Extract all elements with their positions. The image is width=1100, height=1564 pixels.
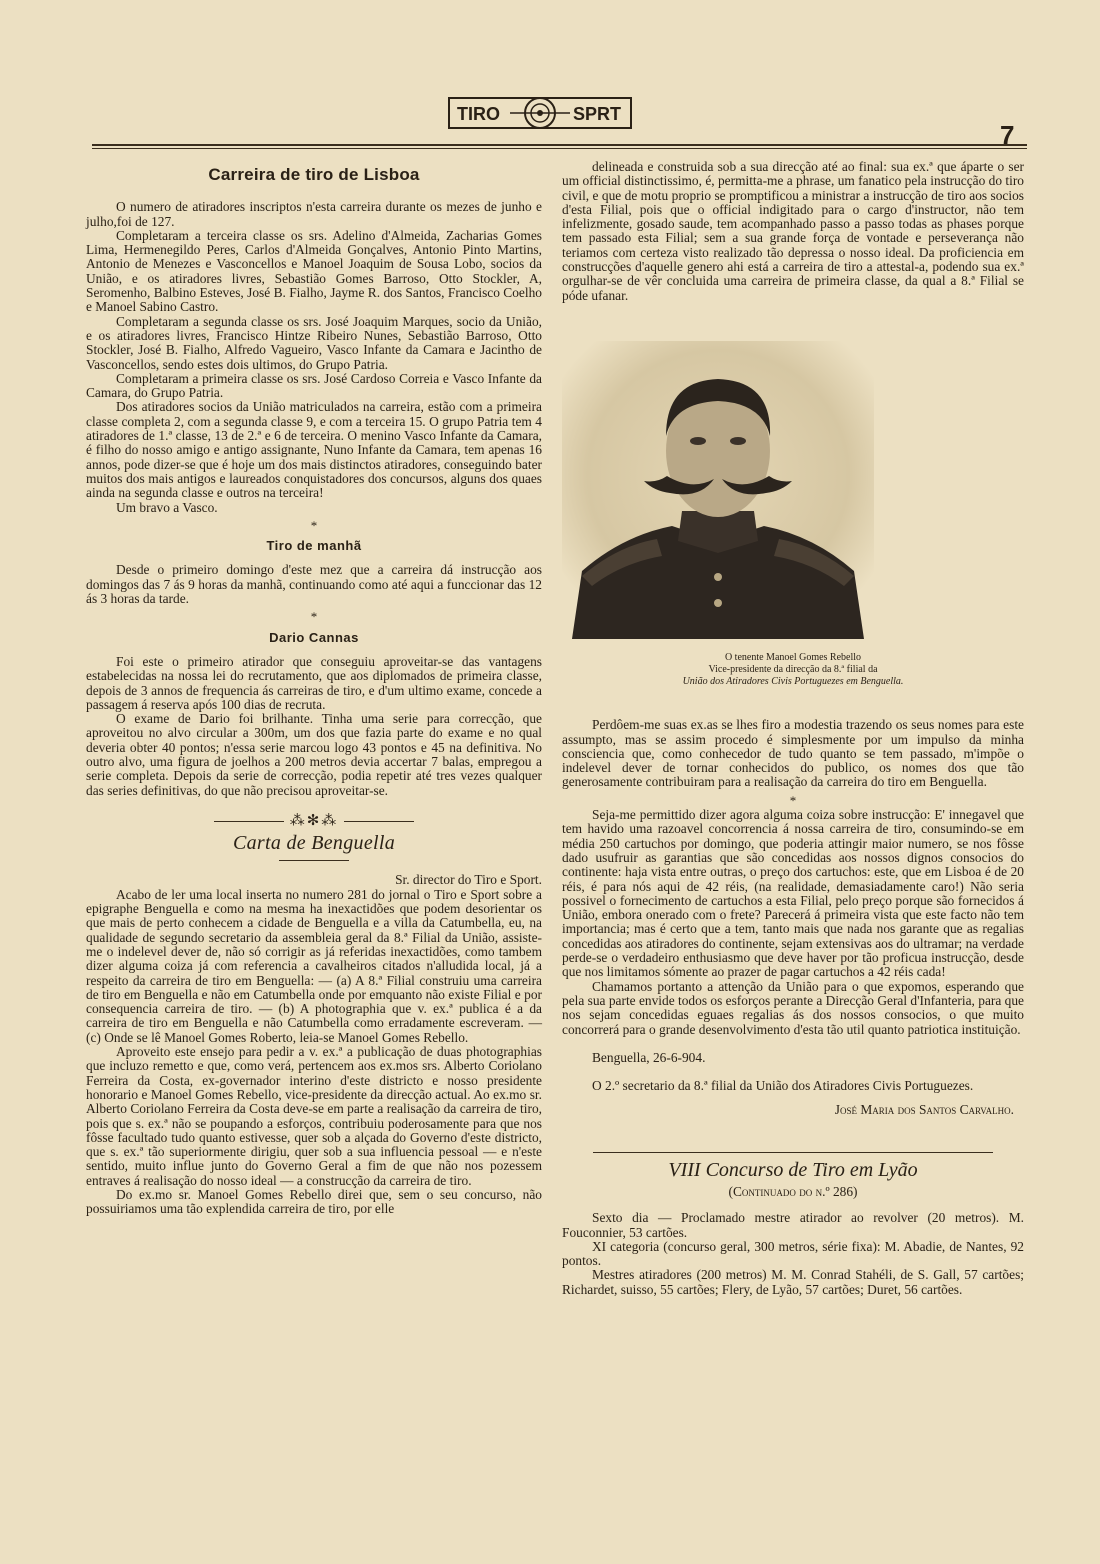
- masthead: [0, 80, 1100, 155]
- page-number: 7: [1000, 120, 1015, 150]
- short-rule: [279, 860, 349, 861]
- article-title-lyao: VIII Concurso de Tiro em Lyão: [668, 1158, 918, 1181]
- caption-line: União dos Atiradores Civis Portuguezes em Benguella.: [682, 676, 904, 688]
- paragraph: XI categoria (concurso geral, 300 metros, série fixa): M. Abadie, de Nantes, 92 pontos.: [562, 1238, 1024, 1269]
- section-asterisk: *: [310, 609, 318, 625]
- article-title-carreira: Carreira de tiro de Lisboa: [208, 165, 420, 184]
- paragraph: Chamamos portanto a attenção da União para o que expomos, esperando que pela sua parte envide todos os esforços perante a Direcção Geral d'Infanteria, para que nos sejam concedidas eguaes regalias ás dos nossos consocios, o que muito concorrerá para o grande desenvolvimento d'esta tão util quanto patriotica instituição.: [562, 978, 1024, 1037]
- paragraph: Seja-me permittido dizer agora alguma coiza sobre instrucção: E' innegavel que tem havido uma razoavel concorrencia á nossa carreira de tiro, consumindo-se em média 250 cartuchos por domingo, que poderia attingir maior numero, se nos fôsse dado usufruir as garantias que são concedidas aos nossos dignos consocios do continente: haja vista entre outras, o preço dos cartuchos: este, que em Lisboa é de 20 réis, é para nós aqui de 42 réis, (na realidade, demasiadamente caro!) Não seria possivel o fornecimento de cartuchos a esta Filial, pelo preço porque são fornecidos á União, embora onerado com o frete? Parecerá á primeira vista que este facto não tem importancia; mas é certo que a tem, tanto mais que nada nos garante que as regalias concedidas aos atiradores do continente, sejam extensivas aos do ultramar; na verdade perde-se o verdadeiro enthusiasmo que deve haver por tão proficua instrucção, desde que nos limitamos sómente ao prazer de pagar cartuchos a 42 réis cada!: [562, 807, 1024, 980]
- section-asterisk: *: [310, 517, 318, 533]
- paragraph: Perdôem-me suas ex.as se lhes firo a modestia trazendo os seus nomes para este assumpto, mas se assim procedo é simplesmente por um impulso da minha consciencia que, como conhecedor de tudo quanto se tem passado, m'impõe o indelevel dever de tornar conhecidos do publico, os nomes dos que tão generosamente contribuiram para a realisação da carreira do tiro em Benguella.: [562, 717, 1024, 790]
- paragraph: Sexto dia — Proclamado mestre atirador ao revolver (20 metros). M. Fouconnier, 53 cartões.: [562, 1210, 1024, 1240]
- section-rule: [593, 1152, 993, 1153]
- paragraph: Foi este o primeiro atirador que conseguiu aproveitar-se das vantagens estabelecidas na nossa lei do recrutamento, que aos diplomados de primeira classe, depois de 3 annos de frequencia ás carreiras de tiro, e d'um ultimo exame, concede a passagem á reserva após 100 dias de recruta.: [86, 653, 542, 712]
- place-date: Benguella, 26-6-904.: [592, 1049, 706, 1065]
- salutation: Sr. director do Tiro e Sport.: [395, 872, 542, 888]
- ornament-divider: [86, 814, 542, 828]
- paragraph: O exame de Dario foi brilhante. Tinha uma serie para correcção, que aproveitou no alvo circular a 300m, um dos que fazia parte do exame e no qual deveria obter 40 pontos; n'essa serie marcou logo 43 pontos e 45 na definitiva. No outro alvo, uma figura de joelhos a 200 metros devia accertar 7 balas, empregou a serie completa. Depois da serie de correcção, podia repetir até tres vezes qualquer das series definitivas, do que não precisou aproveitar-se.: [86, 711, 542, 798]
- section-asterisk: *: [789, 792, 797, 808]
- paragraph: O 2.º secretario da 8.ª filial da União dos Atiradores Civis Portuguezes.: [592, 1078, 974, 1094]
- subheading-tiro-de-manha: Tiro de manhã: [266, 538, 362, 554]
- subheading-dario-cannas: Dario Cannas: [269, 629, 359, 645]
- paragraph: Mestres atiradores (200 metros) M. M. Conrad Stahéli, de S. Gall, 57 cartões; Richardet, suisso, 55 cartões; Flery, de Lyão, 57 cartões; Duret, 56 cartões.: [562, 1267, 1024, 1297]
- left-column: [86, 160, 542, 1217]
- svg-text:SPRT: SPRT: [573, 104, 622, 124]
- paragraph: O numero de atiradores inscriptos n'esta carreira durante os mezes de junho e julho,foi de 127.: [86, 199, 542, 229]
- signature: José Maria dos Santos Carvalho.: [834, 1102, 1014, 1118]
- caption-line: O tenente Manoel Gomes Rebello: [724, 652, 862, 664]
- portrait-caption: [562, 652, 1024, 688]
- paragraph: Completaram a terceira classe os srs. Adelino d'Almeida, Zacharias Gomes Lima, Hermenegildo Peres, Carlos d'Almeida Gonçalves, Antonio Pinto Martins, Antonio de Menezes e Vasconcellos e Manoel Joaquim de Sousa Lobo, socios da União, e os atiradores livres, Sebastião Gomes Barroso, Otto Stockler, A, Seromenho, Balbino Esteves, José B. Fialho, Jayme R. dos Santos, Francisco Coelho e Manoel Sabino Castro.: [86, 227, 542, 315]
- tiro-e-sport-logo: [445, 88, 635, 134]
- continued-note: (Continuado do n.º 286): [728, 1183, 858, 1199]
- paragraph: Do ex.mo sr. Manoel Gomes Rebello direi que, sem o seu concurso, não possuiriamos uma tão explendida carreira de tiro, por elle: [86, 1187, 542, 1217]
- paragraph: delineada e construida sob a sua direcção até ao final: sua ex.ª que áparte o ser um official distinctissimo, é, permitta-me a phrase, um fanatico pela instrucção do tiro civil, e que de motu proprio se promptificou a ministrar a instrucção de tiro aos socios d'esta Filial, pois que o official indigitado para o cargo d'instructor, não tem infelizmente, gosado saude, tem acompanhado passo a passo todas as phases porque tem passado esta Filial; sem a sua grande força de vontade e perseverança não teriamos com certeza visto realizado tão depressa o nosso ideal. Da proficiencia em construcções d'aquelle genero ahi está a carreira de tiro a attestal-a, podendo sua ex.ª orgulhar-se de vêr concluida uma carreira de primeira classe, da qual a 8.ª Filial se póde ufanar.: [562, 159, 1024, 303]
- ornament-glyph: ⁂✻⁂: [289, 812, 339, 829]
- right-column: [562, 160, 1024, 1297]
- paragraph: Completaram a primeira classe os srs. José Cardoso Correia e Vasco Infante da Camara, do Grupo Patria.: [86, 370, 542, 401]
- paragraph: Aproveito este ensejo para pedir a v. ex.ª a publicação de duas photographias que incluzo remetto e que, como verá, pertencem aos ex.mos srs. Alberto Coriolano Ferreira da Costa, ex-governador interino d'este districto e nosso presidente honorario e Manoel Gomes Rebello, vice-presidente da direcção actual. Ao ex.mo sr. Alberto Coriolano Ferreira da Costa deve-se em parte a realisação da carreira de tiro, pois que s. ex.ª não se poupando a esforços, contribuiu poderosamente para que nos fôsse facultado tudo quanto estivesse, quer sob a alçada do Governo d'este districto, que s. ex.ª tão superiormente dirigiu, quer sob a sua influencia pessoal — e n'este sentido, muito influe junto do Governo Geral a fim de que não nos pozessem entraves á realisação do nosso ideal — a construcção da carreira de tiro.: [86, 1044, 542, 1188]
- portrait-photo: [562, 341, 874, 639]
- caption-line: Vice-presidente da direcção da 8.ª filial da: [708, 664, 878, 676]
- paragraph: Desde o primeiro domingo d'este mez que a carreira dá instrucção aos domingos das 7 ás 9 horas da manhã, continuando como até aqui a funccionar das 12 ás 3 horas da tarde.: [86, 562, 542, 607]
- paragraph: Um bravo a Vasco.: [116, 499, 218, 515]
- paragraph: Completaram a segunda classe os srs. José Joaquim Marques, socio da União, e os atiradores livres, Francisco Hintze Ribeiro Nunes, Sebastião Barroso, Otto Stockler, José B. Fialho, Alfredo Vagueiro, Vasco Infante da Camara e Jacintho de Vasconcellos, sendo estes dois ultimos, do Grupo Patria.: [86, 313, 542, 372]
- header-rule: [92, 144, 1027, 146]
- svg-text:TIRO: TIRO: [457, 104, 500, 124]
- paragraph: Dos atiradores socios da União matriculados na carreira, estão com a primeira classe completa 2, com a segunda classe 9, e com a terceira 15. O grupo Patria tem 4 atiradores de 1.ª classe, 13 de 2.ª e 6 de terceira. O menino Vasco Infante da Camara, é filho do nosso amigo e antigo assignante, Nuno Infante da Camara, tem apenas 16 annos, pode dizer-se que é hoje um dos mais distinctos atiradores, conseguindo bater muitos dos mais antigos e laureados conquistadores dos concursos, alguns dos quaes ainda na segunda classe e outros na terceira!: [86, 399, 542, 501]
- paragraph: Acabo de ler uma local inserta no numero 281 do jornal o Tiro e Sport sobre a epigraphe Benguella e como na mesma ha inexactidões que podem desorientar os que mais de perto conhecem a cidade de Benguella e a villa da Catumbella, eu, na qualidade de segundo secretario da assembleia geral da 8.ª Filial da União, assiste-me o indelevel dever de, não só corrigir as já referidas inexactidões, como tambem dizer alguma coiza já com referencia a cavalheiros citados n'alludida local, já a respeito da carreira de tiro em Benguella: — (a) A 8.ª Filial construiu uma carreira de tiro em Benguella e não em Catumbella onde por emquanto não existe Filial e por consequencia carreira de tiro. — (b) A photographia que v. ex.ª publica é a da carreira de tiro em Benguella e não Catumbella como erradamente escreveram. — (c) Onde se lê Manoel Gomes Roberto, leia-se Manoel Gomes Rebello.: [86, 886, 542, 1045]
- article-title-carta: Carta de Benguella: [232, 832, 396, 855]
- header-rule-thin: [92, 148, 1027, 149]
